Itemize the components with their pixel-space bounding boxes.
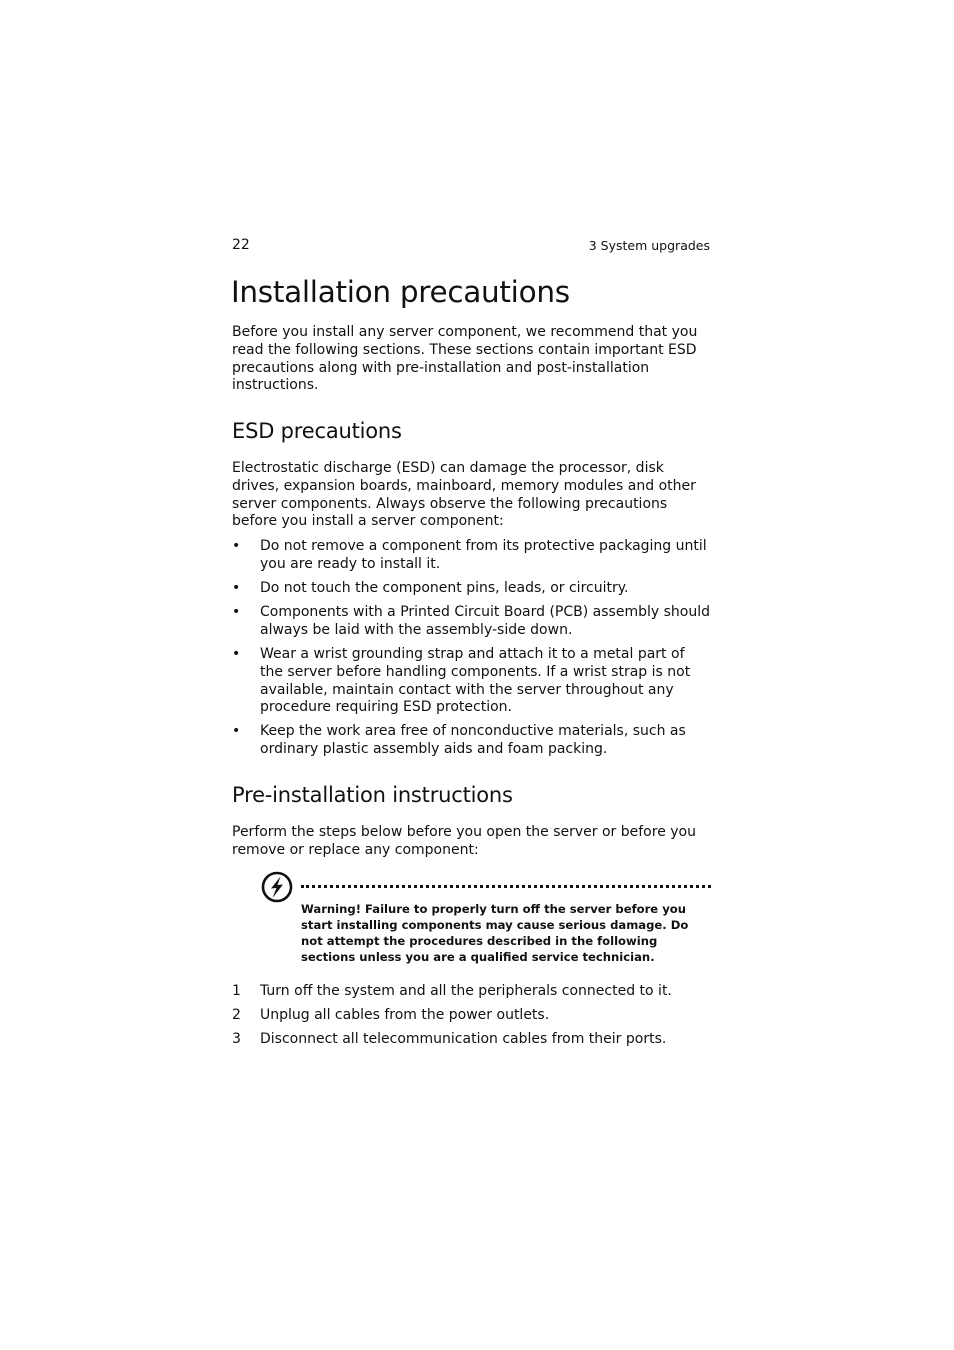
esd-paragraph: Electrostatic discharge (ESD) can damage the processor, disk drives, expansion boards, mainboard, memory modules and other server components. Always observe the following precautions before you install a server component: [232,460,696,530]
step-number: 1 [232,983,241,999]
step-text: Unplug all cables from the power outlets. [260,1007,550,1023]
warning-divider [301,885,711,888]
bullet-marker: • [232,538,241,554]
warning-text: Warning! Failure to properly turn off the server before you start installing components may cause serious damage. Do not attempt the procedures described in the following sections unless you are a qualified service technician. [301,902,689,964]
bullet-text: Wear a wrist grounding strap and attach it to a metal part of the server before handling components. If a wrist strap is not available, maintain contact with the server throughout any procedure requiring ESD protection. [260,646,691,716]
step-text: Disconnect all telecommunication cables from their ports. [260,1031,667,1047]
lightning-warning-icon [261,871,293,903]
bullet-marker: • [232,723,241,739]
bullet-text: Keep the work area free of nonconductive materials, such as ordinary plastic assembly aids and foam packing. [260,723,686,757]
page-number: 22 [232,237,250,253]
step-number: 2 [232,1007,241,1023]
esd-heading: ESD precautions [232,419,402,443]
preinstall-paragraph: Perform the steps below before you open the server or before you remove or replace any component: [232,824,696,858]
bullet-marker: • [232,604,241,620]
step-text: Turn off the system and all the peripherals connected to it. [260,983,672,999]
intro-paragraph: Before you install any server component, we recommend that you read the following sections. These sections contain important ESD precautions along with pre-installation and post-installation instructions. [232,324,698,394]
bullet-text: Do not remove a component from its protective packaging until you are ready to install it. [260,538,707,572]
bullet-marker: • [232,580,241,596]
bullet-text: Components with a Printed Circuit Board (PCB) assembly should always be laid with the assembly-side down. [260,604,710,638]
bullet-marker: • [232,646,241,662]
step-number: 3 [232,1031,241,1047]
chapter-header: 3 System upgrades [588,238,710,253]
preinstall-heading: Pre-installation instructions [232,783,513,807]
page-title: Installation precautions [231,275,570,309]
bullet-text: Do not touch the component pins, leads, or circuitry. [260,580,629,596]
